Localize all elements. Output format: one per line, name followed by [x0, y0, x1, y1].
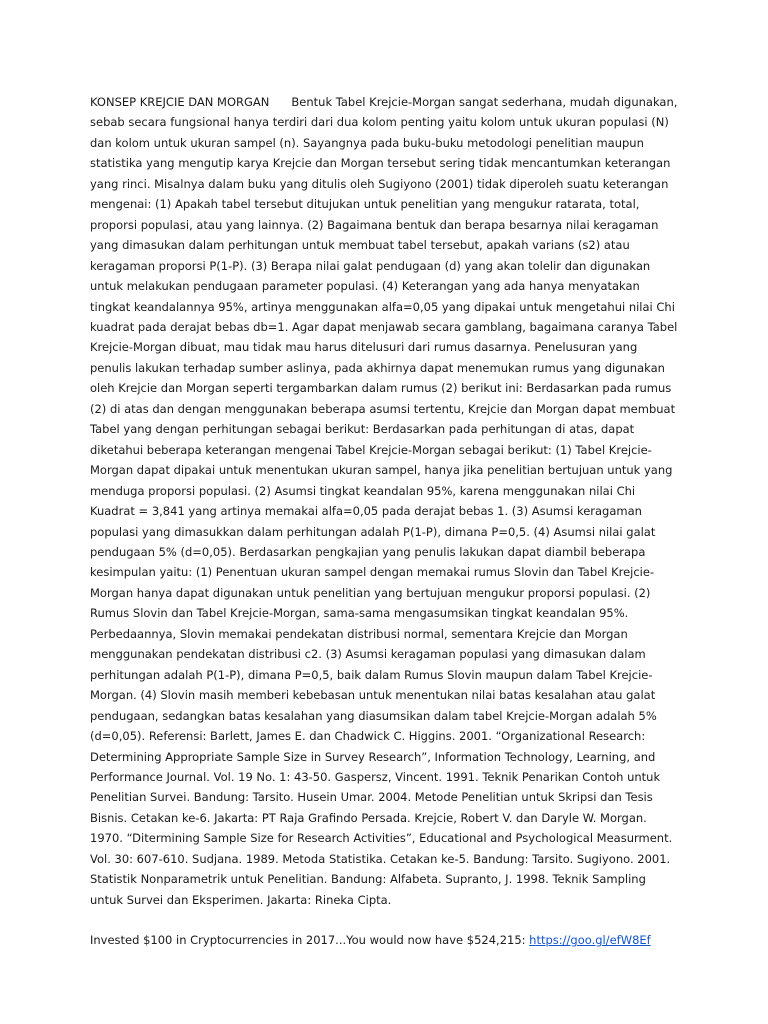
document-heading: KONSEP KREJCIE DAN MORGAN: [90, 95, 270, 109]
main-paragraph: [90, 92, 678, 910]
promo-text: Invested $100 in Cryptocurrencies in 2017...You would now have $524,215:: [90, 933, 530, 948]
document-body-text: Bentuk Tabel Krejcie-Morgan sangat sederhana, mudah digunakan, sebab secara fungsional hanya terdiri dari dua kolom penting yaitu kolom untuk ukuran populasi (N) dan kolom untuk ukuran sampel (n). Sayangnya pada buku-buku metodologi penelitian maupun statistika yang mengutip karya Krejcie dan Morgan tersebut sering tidak mencantumkan keterangan yang rinci. Misalnya dalam buku yang ditulis oleh Sugiyono (2001) tidak diperoleh suatu keterangan mengenai: (1) Apakah tabel tersebut ditujukan untuk penelitian yang mengukur ratarata, total, proporsi populasi, atau yang lainnya. (2) Bagaimana bentuk dan berapa besarnya nilai keragaman yang dimasukan dalam perhitungan untuk membuat tabel tersebut, apakah varians (s2) atau keragaman proporsi P(1-P). (3) Berapa nilai galat pendugaan (d) yang akan tolelir dan digunakan untuk melakukan pendugaan parameter populasi. (4) Keterangan yang ada hanya menyatakan tingkat keandalannya 95%, artinya menggunakan alfa=0,05 yang dipakai untuk mengetahui nilai Chi kuadrat pada derajat bebas db=1. Agar dapat menjawab secara gamblang, bagaimana caranya Tabel Krejcie-Morgan dibuat, mau tidak mau harus ditelusuri dari rumus dasarnya. Penelusuran yang penulis lakukan terhadap sumber aslinya, pada akhirnya dapat menemukan rumus yang digunakan oleh Krejcie dan Morgan seperti tergambarkan dalam rumus (2) berikut ini: Berdasarkan pada rumus (2) di atas dan dengan menggunakan beberapa asumsi tertentu, Krejcie dan Morgan dapat membuat Tabel yang dengan perhitungan sebagai berikut: Berdasarkan pada perhitungan di atas, dapat diketahui beberapa keterangan mengenai Tabel Krejcie-Morgan sebagai berikut: (1) Tabel Krejcie-Morgan dapat dipakai untuk menentukan ukuran sampel, hanya jika penelitian bertujuan untuk yang menduga proporsi populasi. (2) Asumsi tingkat keandalan 95%, karena menggunakan nilai Chi Kuadrat = 3,841 yang artinya memakai alfa=0,05 pada derajat bebas 1. (3) Asumsi keragaman populasi yang dimasukkan dalam perhitungan adalah P(1-P), dimana P=0,5. (4) Asumsi nilai galat pendugaan 5% (d=0,05). Berdasarkan pengkajian yang penulis lakukan dapat diambil beberapa kesimpulan yaitu: (1) Penentuan ukuran sampel dengan memakai rumus Slovin dan Tabel Krejcie-Morgan hanya dapat digunakan untuk penelitian yang bertujuan mengukur proporsi populasi. (2) Rumus Slovin dan Tabel Krejcie-Morgan, sama-sama mengasumsikan tingkat keandalan 95%. Perbedaannya, Slovin memakai pendekatan distribusi normal, sementara Krejcie dan Morgan menggunakan pendekatan distribusi c2. (3) Asumsi keragaman populasi yang dimasukan dalam perhitungan adalah P(1-P), dimana P=0,5, baik dalam Rumus Slovin maupun dalam Tabel Krejcie-Morgan. (4) Slovin masih memberi kebebasan untuk menentukan nilai batas kesalahan atau galat pendugaan, sedangkan batas kesalahan yang diasumsikan dalam tabel Krejcie-Morgan adalah 5% (d=0,05). Referensi: Barlett, James E. dan Chadwick C. Higgins. 2001. “Organizational Research: Determining Appropriate Sample Size in Survey Research”, Information Technology, Learning, and Performance Journal. Vol. 19 No. 1: 43-50. Gaspersz, Vincent. 1991. Teknik Penarikan Contoh untuk Penelitian Survei. Bandung: Tarsito. Husein Umar. 2004. Metode Penelitian untuk Skripsi dan Tesis Bisnis. Cetakan ke-6. Jakarta: PT Raja Grafindo Persada. Krejcie, Robert V. dan Daryle W. Morgan. 1970. “Ditermining Sample Size for Research Activities”, Educational and Psychological Measurment. Vol. 30: 607-610. Sudjana. 1989. Metoda Statistika. Cetakan ke-5. Bandung: Tarsito. Sugiyono. 2001. Statistik Nonparametrik untuk Penelitian. Bandung: Alfabeta. Supranto, J. 1998. Teknik Sampling untuk Survei dan Eksperimen. Jakarta: Rineka Cipta.: [90, 95, 678, 907]
promo-link[interactable]: https://goo.gl/efW8Ef: [529, 933, 651, 948]
document-content: [90, 92, 678, 951]
promo-line: [90, 930, 678, 950]
